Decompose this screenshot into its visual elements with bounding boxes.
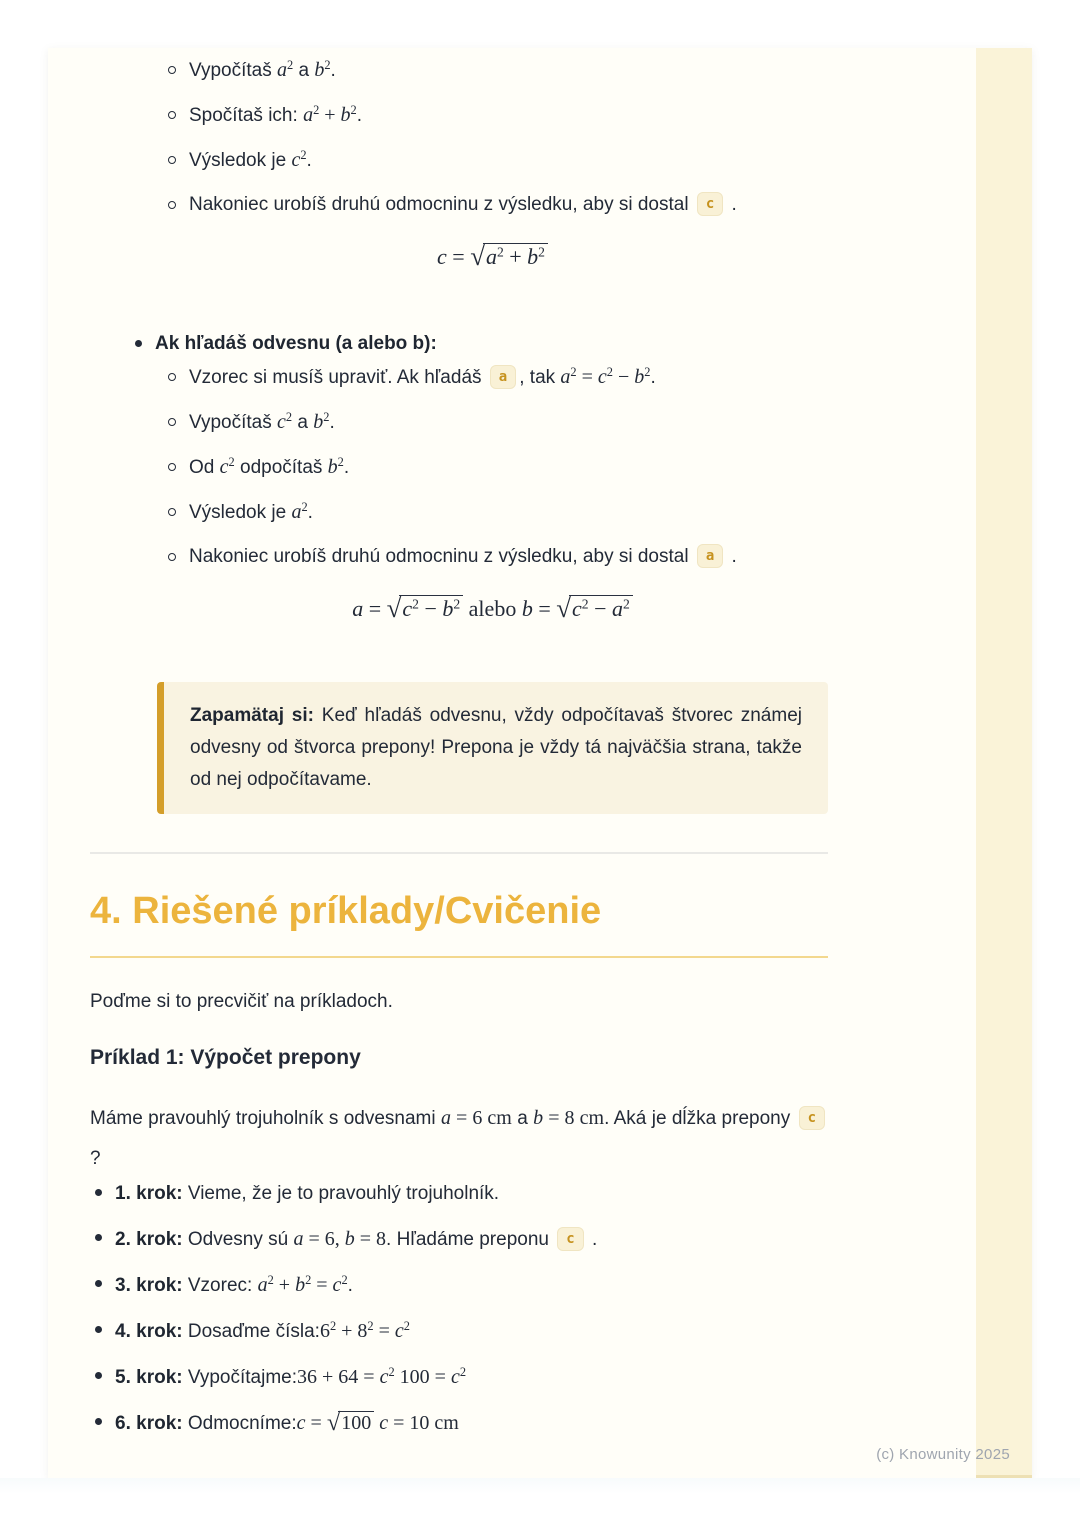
text-run: . — [650, 367, 656, 388]
list-item — [95, 1316, 828, 1347]
example-title: Príklad 1: Výpočet prepony — [90, 1046, 361, 1069]
page-content — [90, 48, 828, 1454]
math-run: alebo b = — [463, 596, 557, 621]
list-item-text — [189, 363, 828, 392]
text-run: Výsledok je — [189, 502, 292, 523]
document-page — [48, 48, 1032, 1478]
section-title: 4. Riešené príklady/Cvičenie — [90, 888, 828, 958]
text-run: Vypočítaš — [189, 412, 278, 433]
radical-sign: √ — [326, 1409, 341, 1436]
text-run: Dosaďme čísla: — [182, 1321, 320, 1342]
math-run: $36 + 64 = c^2$ $100 = c^2$ — [297, 1365, 467, 1388]
page-edge-strip — [976, 48, 1032, 1478]
math-run: c = 10 cm — [379, 1412, 459, 1434]
inline-code-badge: c — [799, 1106, 825, 1130]
page-bottom-shadow — [0, 1478, 1080, 1494]
intro-paragraph: Poďme si to precvičiť na príkladoch. — [90, 991, 393, 1012]
bullet-icon — [168, 463, 176, 471]
list-item-text — [115, 1362, 828, 1393]
list-item — [168, 101, 828, 130]
example-problem — [90, 1098, 828, 1179]
bold-text: 4. krok: — [115, 1321, 183, 1342]
list-item — [135, 330, 828, 358]
text-run: . — [726, 546, 737, 567]
bullet-icon — [168, 373, 176, 381]
list-item-text — [115, 1224, 828, 1255]
list-item-text — [189, 543, 828, 571]
text-run: Nakoniec urobíš druhú odmocninu z výsledku, aby si dostal — [189, 194, 694, 215]
solution-steps-list — [90, 1179, 828, 1439]
radical-sign: √ — [556, 593, 571, 623]
list-item — [168, 543, 828, 571]
text-run: a — [293, 60, 315, 81]
text-run: . — [329, 412, 335, 433]
bullet-icon — [168, 111, 176, 119]
math-run: $a^2 = c^2 - b^2$ — [560, 365, 651, 388]
text-run: . — [343, 457, 350, 478]
text-run: Nakoniec urobíš druhú odmocninu z výsledku, aby si dostal — [189, 546, 694, 567]
list-item — [168, 453, 828, 482]
list-item-text — [115, 1408, 828, 1439]
text-run: Máme pravouhlý trojuholník s odvesnami — [90, 1108, 441, 1129]
math-run: $a^2$ — [291, 500, 308, 523]
math-run: c = — [437, 244, 471, 269]
formula-legs — [157, 591, 828, 626]
text-run: Vypočítaš — [189, 60, 278, 81]
sqrt-expression: $√c^2 - b^2$ — [387, 596, 464, 621]
list-item-text — [189, 191, 828, 219]
math-run: c = — [296, 1412, 327, 1434]
math-run: a = 6 cm — [440, 1107, 512, 1129]
text-run: Spočítaš ich: — [189, 105, 304, 126]
list-item — [95, 1362, 828, 1393]
text-run: Vzorec: — [182, 1275, 258, 1296]
remember-callout — [157, 682, 828, 814]
text-run: . — [586, 1229, 598, 1250]
math-run: $b^2$ — [314, 58, 331, 81]
list-item — [168, 363, 828, 392]
leg-section-list — [90, 330, 828, 358]
text-run: Keď hľadáš odvesnu, vždy odpočítavaš štvorec známej odvesny od štvorca prepony! Prepona je vždy tá najväčšia strana, takže od nej odpočítavame. — [190, 705, 802, 790]
bold-text: 3. krok: — [115, 1275, 183, 1296]
math-run: $b^2$ — [327, 455, 344, 478]
list-item — [168, 408, 828, 437]
text-run: . — [726, 194, 737, 215]
list-item — [168, 146, 828, 175]
text-run: Vzorec si musíš upraviť. Ak hľadáš — [189, 367, 487, 388]
list-item — [168, 498, 828, 527]
math-run: a = 6, b = 8 — [293, 1228, 387, 1250]
list-item — [95, 1224, 828, 1255]
text-run: . — [307, 502, 313, 523]
list-item — [95, 1179, 828, 1209]
leg-substeps-list — [90, 363, 828, 571]
bullet-icon — [168, 418, 176, 426]
bullet-icon — [95, 1189, 102, 1196]
list-item — [168, 56, 828, 85]
list-item-text — [189, 56, 828, 85]
text-run: . — [347, 1275, 353, 1296]
list-item — [95, 1270, 828, 1301]
text-run: Vieme, že je to pravouhlý trojuholník. — [182, 1183, 500, 1204]
sqrt-expression: √100 — [327, 1412, 374, 1434]
math-run: $a^2 + b^2 = c^2$ — [257, 1273, 348, 1296]
text-run: Odmocníme: — [182, 1413, 297, 1434]
bullet-icon — [95, 1418, 102, 1425]
inline-code-badge: a — [490, 365, 516, 389]
hypotenuse-substeps-list — [90, 56, 828, 219]
list-item — [168, 191, 828, 219]
bullet-icon — [168, 66, 176, 74]
inline-code-badge: c — [557, 1227, 583, 1251]
bold-text: 1. krok: — [115, 1183, 183, 1204]
sqrt-expression: $√c^2 - a^2$ — [556, 596, 633, 621]
text-run: Odvesny sú — [182, 1229, 294, 1250]
list-item-text — [189, 146, 828, 175]
bullet-icon — [168, 508, 176, 516]
text-run: Výsledok je — [189, 150, 292, 171]
math-run: $c^2$ — [219, 455, 235, 478]
text-run: Vypočítajme: — [182, 1367, 297, 1388]
bullet-icon — [168, 201, 176, 209]
text-run: , tak — [519, 367, 561, 388]
math-run: $6^2 + 8^2 = c^2$ — [319, 1319, 410, 1342]
bullet-icon — [168, 553, 176, 561]
text-run: ? — [90, 1148, 101, 1169]
sqrt-expression: $√a^2 + b^2$ — [470, 244, 548, 269]
text-run: Od — [189, 457, 220, 478]
text-run: . — [306, 150, 312, 171]
text-run: . Aká je dĺžka prepony — [604, 1108, 796, 1129]
list-item-text — [189, 453, 828, 482]
bold-text: Ak hľadáš odvesnu (a alebo b): — [155, 333, 437, 354]
leg-section-heading — [155, 330, 828, 358]
text-run: . — [330, 60, 336, 81]
list-item-text — [115, 1316, 828, 1347]
text-run: a — [292, 412, 314, 433]
list-item-text — [189, 408, 828, 437]
list-item-text — [115, 1179, 828, 1209]
text-run: a — [511, 1108, 534, 1129]
formula-hypotenuse — [157, 239, 828, 274]
list-item — [95, 1408, 828, 1439]
list-item-text — [189, 101, 828, 130]
bullet-icon — [95, 1280, 102, 1287]
bullet-icon — [95, 1234, 102, 1241]
math-run: $a^2$ — [277, 58, 294, 81]
text-run: odpočítaš — [234, 457, 328, 478]
math-run: b = 8 cm — [533, 1107, 605, 1129]
inline-code-badge: c — [697, 192, 723, 216]
copyright-footer: (c) Knowunity 2025 — [876, 1446, 1010, 1463]
bullet-icon — [95, 1326, 102, 1333]
math-run: $c^2$ — [277, 410, 293, 433]
math-run: $a^2 + b^2$ — [303, 103, 357, 126]
bold-text: 2. krok: — [115, 1229, 183, 1250]
text-run: . Hľadáme preponu — [386, 1229, 555, 1250]
bullet-icon — [95, 1372, 102, 1379]
math-run: $b^2$ — [313, 410, 330, 433]
radical-sign: √ — [470, 241, 485, 271]
bold-text: 6. krok: — [115, 1413, 183, 1434]
bullet-icon — [135, 340, 142, 347]
radical-sign: √ — [386, 593, 402, 623]
text-run: . — [356, 105, 363, 126]
inline-code-badge: a — [697, 544, 723, 568]
math-run: $c^2$ — [291, 148, 307, 171]
section-divider — [90, 852, 828, 854]
bold-text: 5. krok: — [115, 1367, 183, 1388]
math-run: a = — [352, 596, 387, 621]
list-item-text — [189, 498, 828, 527]
bullet-icon — [168, 156, 176, 164]
bold-text: Zapamätaj si: — [190, 705, 314, 726]
list-item-text — [115, 1270, 828, 1301]
